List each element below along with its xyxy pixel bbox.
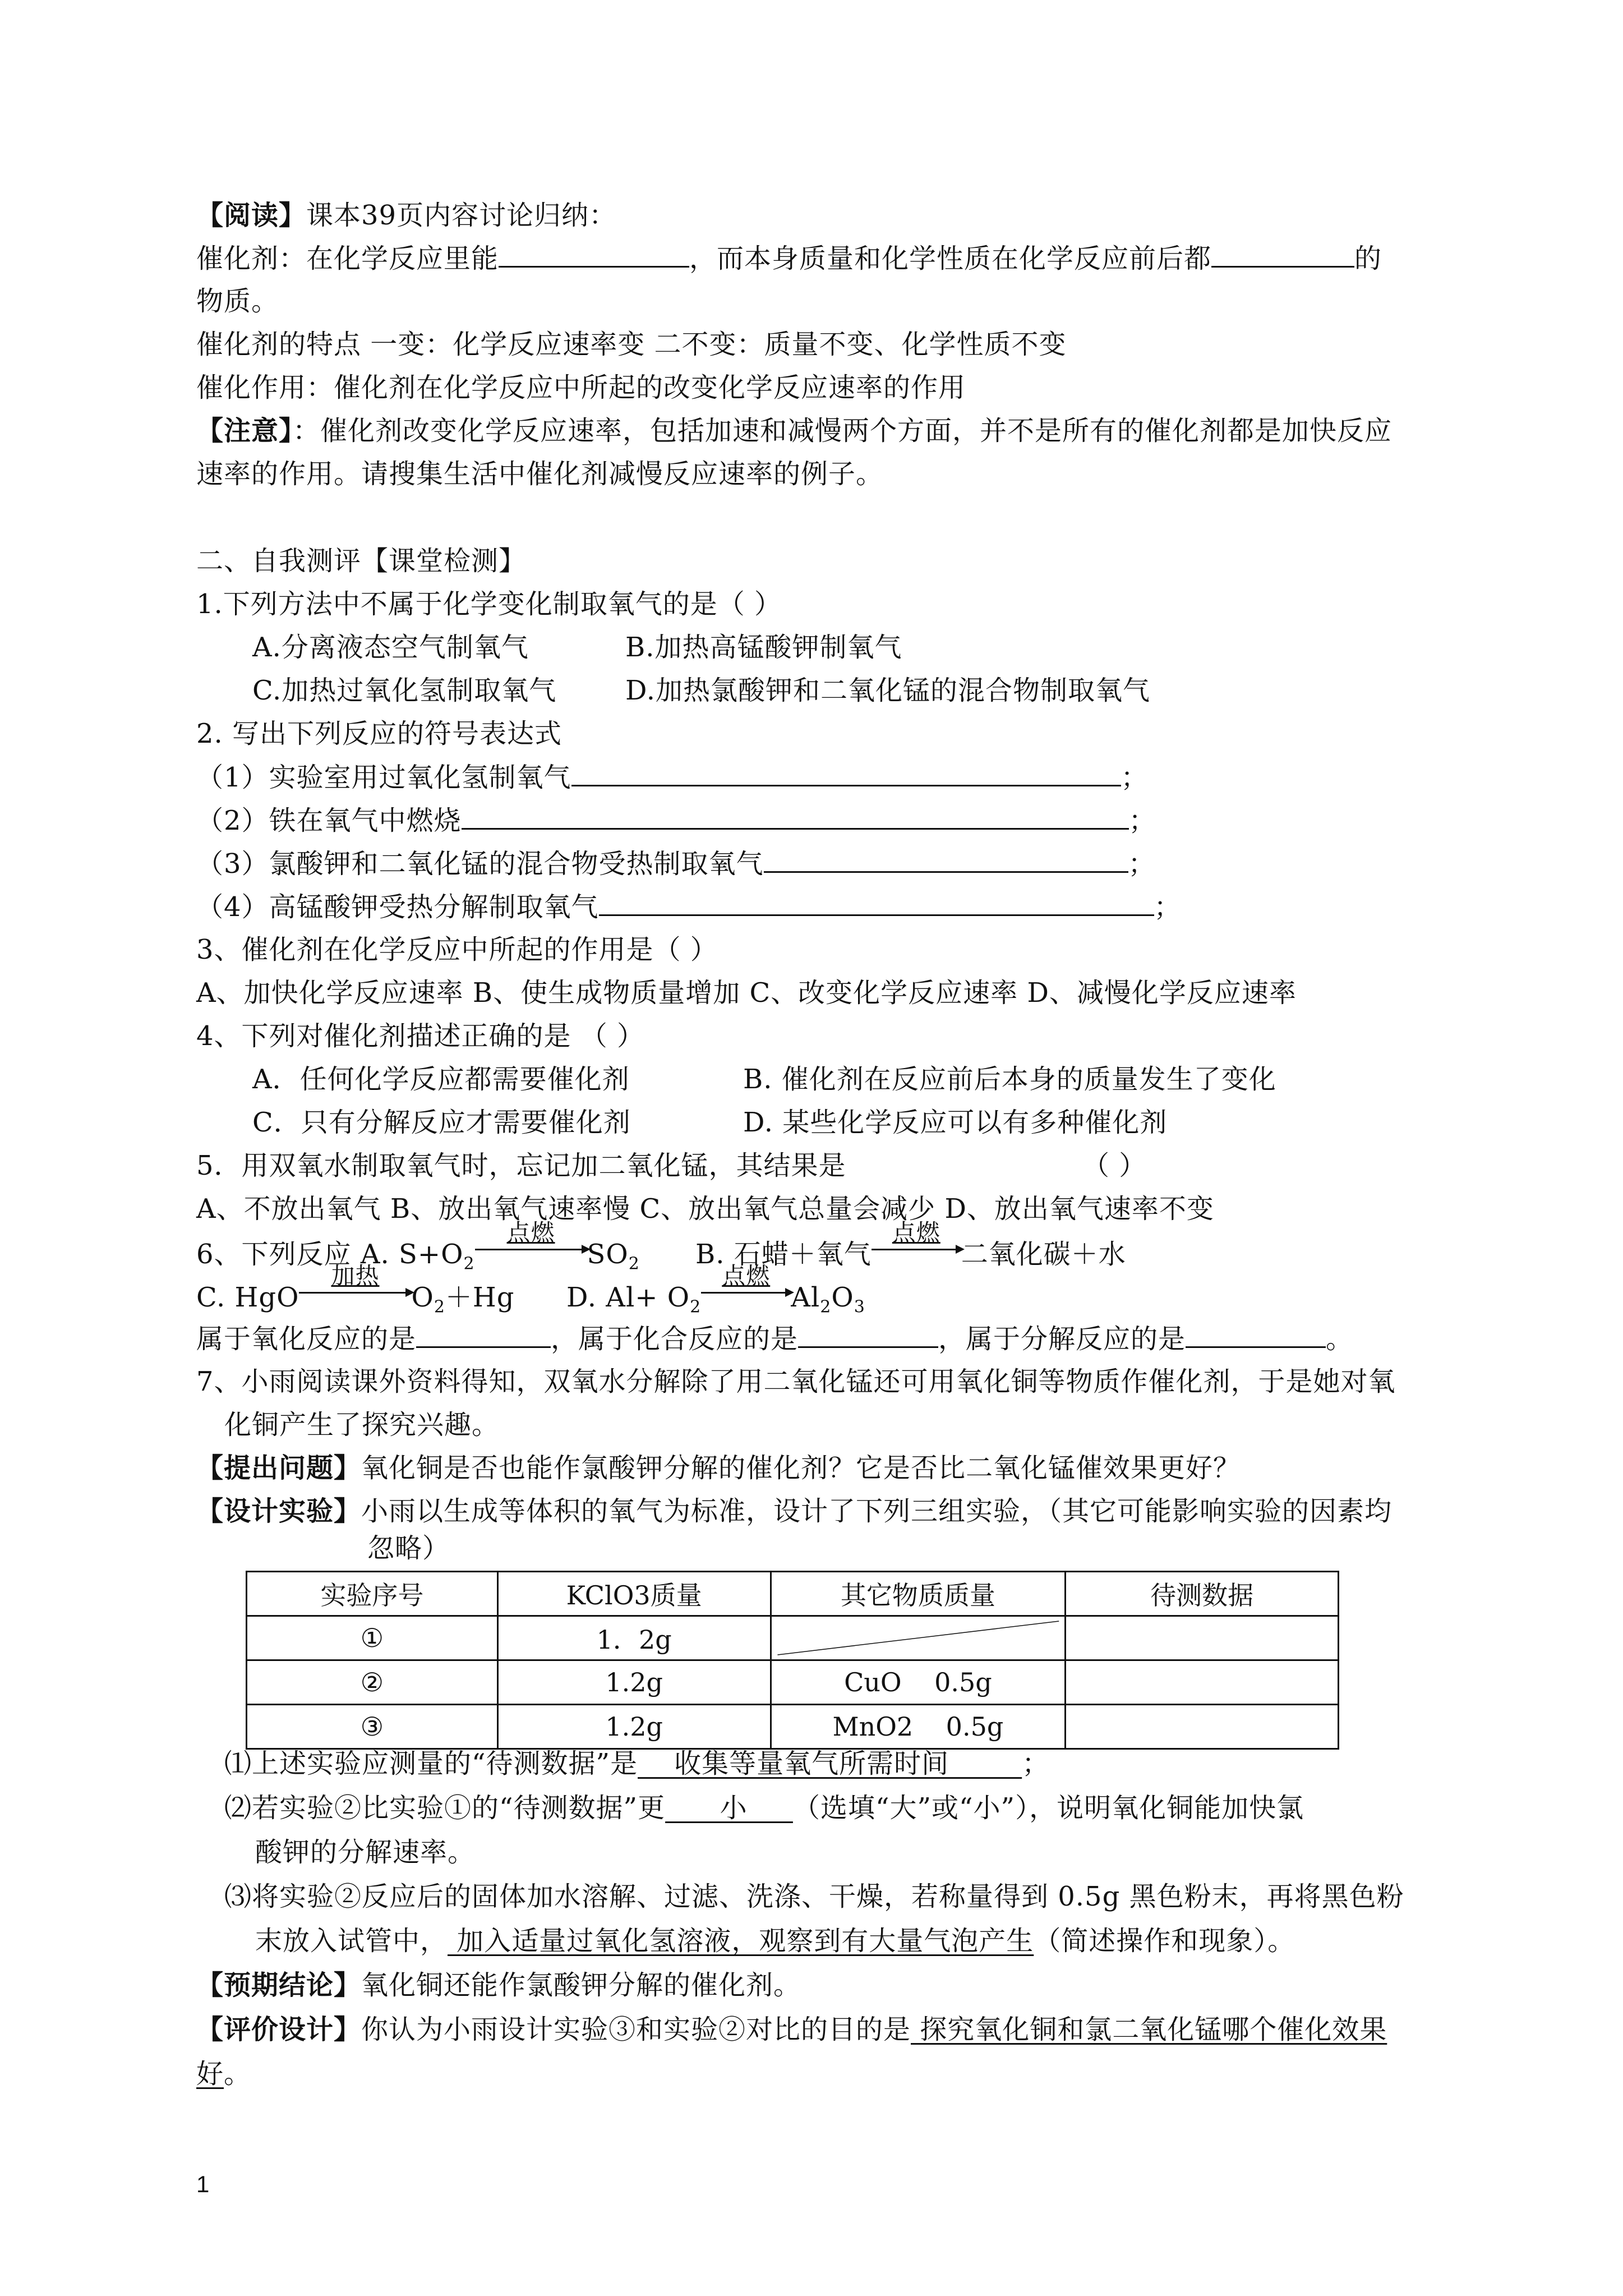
q7-sub-2-text: ⑵若实验②比实验①的“待测数据”更 xyxy=(224,1792,666,1824)
q5-options: A、不放出氧气 B、放出氧气速率慢 C、放出氧气总量会减少 D、放出氧气速率不变 xyxy=(196,1193,1214,1225)
q6-row-2 xyxy=(196,1262,515,1324)
q2-item-end: ； xyxy=(1154,891,1182,923)
q6-row-1 xyxy=(196,1219,640,1281)
q6-d-product: Al xyxy=(791,1282,820,1313)
q2-item-end: ； xyxy=(1128,848,1156,880)
table-header: 其它物质质量 xyxy=(771,1572,1066,1616)
q6-c-reactant: C. HgO xyxy=(196,1282,299,1313)
q1-option-d: D.加热氯酸钾和二氧化锰的混合物制取氧气 xyxy=(625,675,1151,706)
q2-item-1-text: （1）实验室用过氧化氢制氧气 xyxy=(196,762,571,793)
q6-d-product-mid: O xyxy=(831,1282,854,1313)
q6-classify-end: 。 xyxy=(1326,1323,1354,1355)
table-cell-slash xyxy=(771,1616,1066,1660)
q6-a-arrow xyxy=(475,1219,587,1263)
q6-c-product-tail: ＋Hg xyxy=(445,1282,515,1313)
q6-classify-oxidation: 属于氧化反应的是 xyxy=(196,1323,417,1355)
q6-classify-combination: ，属于化合反应的是 xyxy=(551,1323,799,1355)
note-label: 【注意】 xyxy=(196,415,293,447)
answer-blank xyxy=(499,241,689,268)
table-cell xyxy=(1066,1705,1339,1749)
q7-design-line-2: 忽略） xyxy=(367,1533,450,1564)
catalyst-features: 催化剂的特点 一变：化学反应速率变 二不变：质量不变、化学性质不变 xyxy=(196,329,1067,360)
q7-line-2: 化铜产生了探究兴趣。 xyxy=(224,1409,500,1441)
q7-sub-1 xyxy=(224,1747,1049,1780)
catalyst-def-prefix: 催化剂：在化学反应里能 xyxy=(196,243,499,274)
q2-item-2-text: （2）铁在氧气中燃烧 xyxy=(196,805,462,836)
q6-d-arrow xyxy=(701,1262,791,1306)
q7-eval-answer: 探究氧化铜和氯二氧化锰哪个催化效果 xyxy=(911,2014,1387,2045)
q4-option-a: A．任何化学反应都需要催化剂 xyxy=(252,1064,630,1095)
q6-a-product-subscript: 2 xyxy=(628,1254,640,1274)
q6-d-product-subscript-1: 2 xyxy=(820,1297,832,1317)
q7-sub-1-answer: 收集等量氧气所需时间 xyxy=(638,1748,1022,1779)
catalyst-effect: 催化作用：催化剂在化学反应中所起的改变化学反应速率的作用 xyxy=(196,372,966,403)
q7-eval-text: 你认为小雨设计实验③和实验②对比的目的是 xyxy=(361,2014,911,2045)
q5-stem: 5．用双氧水制取氧气时，忘记加二氧化锰，其结果是 xyxy=(196,1150,846,1181)
reading-line xyxy=(196,199,616,232)
table-row xyxy=(247,1705,1339,1749)
reading-label: 【阅读】 xyxy=(196,200,307,231)
q2-stem: 2. 写出下列反应的符号表达式 xyxy=(196,718,562,749)
q7-sub-3-line-1: ⑶将实验②反应后的固体加水溶解、过滤、洗涤、干燥，若称量得到 0.5g 黑色粉末，再将黑色粉 xyxy=(224,1881,1404,1912)
q6-a-subscript: 2 xyxy=(463,1254,475,1274)
answer-blank xyxy=(798,1322,938,1348)
q1-stem: 1.下列方法中不属于化学变化制取氧气的是（ ） xyxy=(196,588,782,620)
catalyst-def-mid: ，而本身质量和化学性质在化学反应前后都 xyxy=(689,243,1212,274)
q7-sub-3-suffix: （简述操作和现象）。 xyxy=(1034,1925,1295,1957)
table-cell xyxy=(1066,1660,1339,1705)
answer-blank xyxy=(599,890,1154,916)
q6-d-condition: 点燃 xyxy=(722,1262,771,1290)
answer-blank xyxy=(571,760,1121,786)
q7-sub-3-text: 末放入试管中， xyxy=(255,1925,448,1957)
q7-ask xyxy=(196,1451,1241,1485)
q2-item-3-text: （3）氯酸钾和二氧化锰的混合物受热制取氧气 xyxy=(196,848,764,880)
table-cell: 1．2g xyxy=(497,1616,771,1660)
q7-sub-1-end: ； xyxy=(1022,1748,1050,1779)
q1-option-c: C.加热过氧化氢制取氧气 xyxy=(252,675,557,706)
table-row xyxy=(247,1660,1339,1705)
q6-c-product-subscript: 2 xyxy=(434,1297,445,1317)
table-cell: ② xyxy=(247,1660,498,1705)
q7-line-1: 7、小雨阅读课外资料得知，双氧水分解除了用二氧化锰还可用氧化铜等物质作催化剂，于是她对氧 xyxy=(196,1366,1396,1397)
q7-sub-3-line-2 xyxy=(255,1924,1295,1958)
q7-ask-text: 氧化铜是否也能作氯酸钾分解的催化剂？它是否比二氧化锰催效果更好？ xyxy=(361,1452,1241,1484)
q7-evaluation-line-2 xyxy=(196,2057,251,2091)
arrow-icon xyxy=(701,1292,791,1294)
q2-item-end: ； xyxy=(1128,805,1156,836)
table-header: KClO3质量 xyxy=(497,1572,771,1616)
arrow-icon xyxy=(475,1249,587,1250)
q4-option-d: D. 某些化学反应可以有多种催化剂 xyxy=(743,1107,1168,1138)
q2-item-4 xyxy=(196,890,1182,924)
q6-b-arrow xyxy=(872,1219,961,1263)
table-cell: 1.2g xyxy=(497,1660,771,1705)
q7-sub-2-line-2: 酸钾的分解速率。 xyxy=(255,1837,476,1868)
q2-item-4-text: （4）高锰酸钾受热分解制取氧气 xyxy=(196,891,599,923)
q7-sub-2 xyxy=(224,1791,1304,1825)
table-cell: CuO 0.5g xyxy=(771,1660,1066,1705)
note-line-1 xyxy=(196,414,1392,448)
experiment-table xyxy=(246,1571,1339,1750)
q7-ask-label: 【提出问题】 xyxy=(196,1452,362,1484)
q6-c-product: O xyxy=(411,1282,434,1313)
q7-conclusion-text: 氧化铜还能作氯酸钾分解的催化剂。 xyxy=(361,1970,801,2001)
q2-item-1 xyxy=(196,760,1149,794)
q3-stem: 3、催化剂在化学反应中所起的作用是（ ） xyxy=(196,934,718,965)
q7-sub-2-suffix: （选填“大”或“小”），说明氧化铜能加快氯 xyxy=(792,1792,1304,1824)
q6-d-product-subscript-2: 3 xyxy=(854,1297,865,1317)
q7-sub-1-text: ⑴上述实验应测量的“待测数据”是 xyxy=(224,1748,638,1779)
q6-a-product: SO xyxy=(587,1239,629,1270)
table-header: 待测数据 xyxy=(1066,1572,1339,1616)
q7-design xyxy=(196,1494,1392,1528)
reading-text: 课本39页内容讨论归纳： xyxy=(306,200,617,231)
page-number: 1 xyxy=(196,2171,210,2197)
note-text: ：催化剂改变化学反应速率，包括加速和减慢两个方面，并不是所有的催化剂都是加快反应 xyxy=(293,415,1393,447)
q7-evaluation xyxy=(196,2013,1387,2046)
table-cell: MnO2 0.5g xyxy=(771,1705,1066,1749)
table-row xyxy=(247,1616,1339,1660)
q7-eval-label: 【评价设计】 xyxy=(196,2014,362,2045)
section-title: 二、自我测评【课堂检测】 xyxy=(196,545,527,577)
table-cell xyxy=(1066,1616,1339,1660)
q5-paren: （ ） xyxy=(1082,1150,1147,1181)
q1-option-a: A.分离液态空气制氧气 xyxy=(252,632,529,663)
q4-stem: 4、下列对催化剂描述正确的是 （ ） xyxy=(196,1020,645,1052)
diagonal-slash-icon xyxy=(772,1617,1065,1659)
table-header: 实验序号 xyxy=(247,1572,498,1616)
q6-classify-decomposition: ，属于分解反应的是 xyxy=(938,1323,1186,1355)
table-cell: 1.2g xyxy=(497,1705,771,1749)
answer-blank xyxy=(462,803,1129,830)
q7-design-label: 【设计实验】 xyxy=(196,1496,362,1527)
q2-item-3 xyxy=(196,846,1156,881)
answer-blank xyxy=(1186,1322,1326,1348)
q6-b-product: 二氧化碳＋水 xyxy=(961,1239,1126,1270)
catalyst-definition xyxy=(196,241,1382,275)
answer-blank xyxy=(764,846,1128,873)
q6-b-reactant: B. 石蜡＋氧气 xyxy=(695,1239,872,1270)
q6-c-arrow xyxy=(299,1262,411,1306)
answer-blank xyxy=(416,1322,551,1348)
q3-options: A、加快化学反应速率 B、使生成物质量增加 C、改变化学反应速率 D、减慢化学反应速率 xyxy=(196,977,1297,1009)
catalyst-definition-end: 物质。 xyxy=(196,286,279,317)
q6-d-subscript: 2 xyxy=(690,1297,702,1317)
q6-classify xyxy=(196,1322,1353,1356)
q7-eval-end: 。 xyxy=(224,2058,252,2090)
table-cell: ③ xyxy=(247,1705,498,1749)
q6-d-reactant: D. Al+ O xyxy=(566,1282,690,1313)
table-cell: ① xyxy=(247,1616,498,1660)
q6-stem: 6、下列反应 xyxy=(196,1239,352,1270)
q7-sub-3-answer: 加入适量过氧化氢溶液，观察到有大量气泡产生 xyxy=(448,1925,1034,1957)
q7-conclusion-label: 【预期结论】 xyxy=(196,1970,362,2001)
q7-conclusion xyxy=(196,1968,801,2002)
q7-sub-2-answer: 小 xyxy=(665,1792,793,1824)
catalyst-def-suffix: 的 xyxy=(1354,243,1382,274)
q6-a-reactant: A. S+O xyxy=(360,1239,464,1270)
q6-b-condition: 点燃 xyxy=(892,1219,940,1246)
q1-option-b: B.加热高锰酸钾制氧气 xyxy=(625,632,902,663)
table-header-row xyxy=(247,1572,1339,1616)
q7-design-text: 小雨以生成等体积的氧气为标准，设计了下列三组实验，（其它可能影响实验的因素均 xyxy=(361,1496,1393,1527)
q2-item-2 xyxy=(196,803,1156,838)
q2-item-end: ； xyxy=(1121,762,1149,793)
q7-eval-answer-end: 好 xyxy=(196,2058,224,2090)
q6-c-condition: 加热 xyxy=(331,1262,380,1290)
answer-blank xyxy=(1211,241,1354,268)
arrow-icon xyxy=(299,1292,411,1294)
note-line-2: 速率的作用。请搜集生活中催化剂减慢反应速率的例子。 xyxy=(196,458,884,490)
q6-a-condition: 点燃 xyxy=(506,1219,555,1246)
q6-option-d xyxy=(566,1262,865,1324)
q4-option-b: B. 催化剂在反应前后本身的质量发生了变化 xyxy=(743,1064,1276,1095)
q4-option-c: C．只有分解反应才需要催化剂 xyxy=(252,1107,631,1138)
arrow-icon xyxy=(872,1249,961,1250)
